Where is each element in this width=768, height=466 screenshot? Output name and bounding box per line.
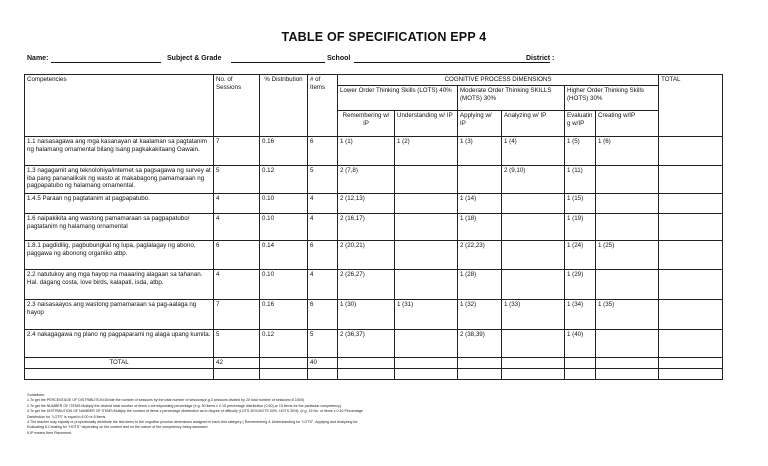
items-cell: 6 xyxy=(308,240,338,269)
evaluating-cell: 1 (19) xyxy=(565,213,596,240)
remembering-cell: 2 (36,37) xyxy=(338,329,395,357)
applying-cell: 2 (38,39) xyxy=(458,329,502,357)
understanding-cell xyxy=(395,165,458,193)
creating-cell xyxy=(596,213,659,240)
applying-cell: 1 (14) xyxy=(458,193,502,213)
note-line: 4.The teacher may equally or proportionally distribute the test items to the cognitive process dimensions assigned in each test category ( Remembering & Understanding for "LOTS" ,Applying and Analyzing for xyxy=(27,419,358,424)
blank-row xyxy=(25,368,723,379)
total-cell xyxy=(659,193,723,213)
sessions-cell: 7 xyxy=(214,136,260,165)
creating-cell xyxy=(596,165,659,193)
name-field[interactable] xyxy=(51,55,161,63)
header-remembering: Remembering w/ IP xyxy=(338,110,395,136)
table-row xyxy=(25,329,723,357)
applying-cell xyxy=(458,165,502,193)
header-creating: Creating w/IP xyxy=(596,110,659,136)
items-cell: 6 xyxy=(308,299,338,329)
blank-cell xyxy=(214,368,260,379)
blank-cell xyxy=(596,368,659,379)
evaluating-cell: 1 (24) xyxy=(565,240,596,269)
distribution-cell: 0.14 xyxy=(260,240,308,269)
note-line: 2.To get the NUMBER OF ITEMS:Multiply the desired total number of items x corresponding percentage (e.g. 50 items x 0.15 percentage distribution (0.50) or 15 items for the particular competency) xyxy=(27,403,341,408)
document-title: TABLE OF SPECIFICATION EPP 4 xyxy=(281,30,487,44)
school-field[interactable] xyxy=(354,55,550,63)
total-cell xyxy=(659,329,723,357)
understanding-cell xyxy=(395,213,458,240)
note-line: 1.To get the PERCENTAGE OF DISTRIBUTION:Divide the number of sessions by the total number of sessions(e.g.3 sessions divided by 20 total number of sessions=0.1500) xyxy=(27,398,305,403)
header-total: TOTAL xyxy=(659,75,723,137)
subject-grade-label: Subject & Grade xyxy=(167,55,222,62)
total-cell xyxy=(659,240,723,269)
table-row xyxy=(25,165,723,193)
understanding-cell: 1 (2) xyxy=(395,136,458,165)
blank-cell xyxy=(565,368,596,379)
district-label: District : xyxy=(526,55,555,62)
distribution-cell: 0.10 xyxy=(260,269,308,299)
table-row xyxy=(25,269,723,299)
applying-cell: 2 (22,23) xyxy=(458,240,502,269)
applying-cell: 1 (28) xyxy=(458,269,502,299)
competency-cell: 1.8.1 pagdidilig, pagbubungkal ng lupa, paglalagay ng abono, paggawa ng abonong organiko atbp. xyxy=(25,240,214,269)
understanding-cell xyxy=(395,269,458,299)
remembering-cell: 2 (26,27) xyxy=(338,269,395,299)
subject-grade-field[interactable] xyxy=(231,55,325,63)
header-analyzing: Analyzing w/ IP xyxy=(502,110,565,136)
table-row xyxy=(25,299,723,329)
table-row xyxy=(25,213,723,240)
totals-sessions: 42 xyxy=(214,357,260,368)
sessions-cell: 4 xyxy=(214,213,260,240)
distribution-cell: 0.16 xyxy=(260,299,308,329)
evaluating-cell: 1 (15) xyxy=(565,193,596,213)
items-cell: 4 xyxy=(308,269,338,299)
blank-cell xyxy=(458,368,502,379)
blank-cell xyxy=(502,368,565,379)
analyzing-cell: 1 (33) xyxy=(502,299,565,329)
analyzing-cell: 1 (4) xyxy=(502,136,565,165)
analyzing-cell xyxy=(502,213,565,240)
applying-cell: 1 (18) xyxy=(458,213,502,240)
header-competencies: Competencies xyxy=(25,75,214,137)
creating-cell: 1 (25) xyxy=(596,240,659,269)
remembering-cell: 1 (1) xyxy=(338,136,395,165)
totals-items: 40 xyxy=(308,357,338,368)
evaluating-cell: 1 (11) xyxy=(565,165,596,193)
specification-table xyxy=(24,74,723,380)
table-row xyxy=(25,136,723,165)
totals-understanding xyxy=(395,357,458,368)
distribution-cell: 0.16 xyxy=(260,136,308,165)
total-cell xyxy=(659,136,723,165)
header-understanding: Understanding w/ IP xyxy=(395,110,458,136)
header-mots: Moderate Order Thinking SKILLS (MOTS) 30% xyxy=(458,85,565,110)
header-sessions: No. of Sessions xyxy=(214,75,260,137)
evaluating-cell: 1 (29) xyxy=(565,269,596,299)
analyzing-cell: 2 (9,10) xyxy=(502,165,565,193)
distribution-cell: 0.10 xyxy=(260,193,308,213)
competency-cell: 1.6 naipakikita ang wastong pamamaraan sa pagpapatubo/ pagtatanim ng halamang ornamental xyxy=(25,213,214,240)
totals-label: TOTAL xyxy=(25,357,214,368)
distribution-cell: 0.12 xyxy=(260,165,308,193)
blank-cell xyxy=(25,368,214,379)
header-cognitive-dimensions: COGNITIVE PROCESS DIMENSIONS xyxy=(338,75,659,86)
sessions-cell: 5 xyxy=(214,165,260,193)
note-line: Guidelines: xyxy=(27,393,45,397)
competency-cell: 1.3 nagagamit ang teknolohiya/internet sa pagsagawa ng survey at iba pang pananaliksik ng wasto at makabagong pamamaraan ng pagpapatubo ng halamang ornamental. xyxy=(25,165,214,193)
totals-total xyxy=(659,357,723,368)
totals-distribution xyxy=(260,357,308,368)
creating-cell: 1 (35) xyxy=(596,299,659,329)
items-cell: 6 xyxy=(308,136,338,165)
sessions-cell: 4 xyxy=(214,193,260,213)
totals-evaluating xyxy=(565,357,596,368)
creating-cell xyxy=(596,193,659,213)
competency-cell: 2.4 nakagagawa ng plano ng pagpaparami ng alaga upang kumita. xyxy=(25,329,214,357)
table-row xyxy=(25,193,723,213)
applying-cell: 1 (3) xyxy=(458,136,502,165)
header-items: # of Items xyxy=(308,75,338,137)
total-cell xyxy=(659,165,723,193)
remembering-cell: 2 (7,8) xyxy=(338,165,395,193)
creating-cell xyxy=(596,329,659,357)
header-evaluating: Evaluating w/IP xyxy=(565,110,596,136)
totals-applying xyxy=(458,357,502,368)
competency-cell: 1.1 naisasagawa ang mga kasanayan at kaalaman sa pagtatanim ng halamang ornamental bilang isang pagkakakitaang Gawain. xyxy=(25,136,214,165)
analyzing-cell xyxy=(502,193,565,213)
table-row xyxy=(25,240,723,269)
name-label: Name: xyxy=(27,55,49,62)
remembering-cell: 1 (30) xyxy=(338,299,395,329)
remembering-cell: 2 (20,21) xyxy=(338,240,395,269)
totals-remembering xyxy=(338,357,395,368)
blank-cell xyxy=(260,368,308,379)
understanding-cell: 1 (31) xyxy=(395,299,458,329)
sessions-cell: 6 xyxy=(214,240,260,269)
competency-cell: 2.3 naisasaayos ang wastong pamamaraan sa pag-aalaga ng hayop xyxy=(25,299,214,329)
header-applying: Applying w/ IP xyxy=(458,110,502,136)
analyzing-cell xyxy=(502,240,565,269)
competency-cell: 2.2 natutukoy ang mga hayop na maaaring alagaan sa tahanan. Hal. dagang costa, love birds, kalapati, isda, atbp. xyxy=(25,269,214,299)
blank-cell xyxy=(338,368,395,379)
info-line xyxy=(27,55,747,67)
sessions-cell: 7 xyxy=(214,299,260,329)
guidelines-notes xyxy=(27,393,687,436)
totals-analyzing xyxy=(502,357,565,368)
sessions-cell: 4 xyxy=(214,269,260,299)
items-cell: 4 xyxy=(308,213,338,240)
distribution-cell: 0.12 xyxy=(260,329,308,357)
header-distribution: % Distribution xyxy=(260,75,308,137)
analyzing-cell xyxy=(502,269,565,299)
header-hots: Higher Order Thinking Skills (HOTS) 30% xyxy=(565,85,659,110)
sessions-cell: 5 xyxy=(214,329,260,357)
header-lots: Lower Order Thinking Skills (LOTS) 40% xyxy=(338,85,458,110)
items-cell: 5 xyxy=(308,165,338,193)
remembering-cell: 2 (16,17) xyxy=(338,213,395,240)
items-cell: 5 xyxy=(308,329,338,357)
blank-cell xyxy=(308,368,338,379)
applying-cell: 1 (32) xyxy=(458,299,502,329)
blank-cell xyxy=(395,368,458,379)
creating-cell xyxy=(596,269,659,299)
understanding-cell xyxy=(395,193,458,213)
totals-creating xyxy=(596,357,659,368)
evaluating-cell: 1 (5) xyxy=(565,136,596,165)
analyzing-cell xyxy=(502,329,565,357)
total-cell xyxy=(659,213,723,240)
note-line: Distribution for "LOTS" is equal to 6.00 or 6 items xyxy=(27,414,106,419)
remembering-cell: 2 (12,13) xyxy=(338,193,395,213)
evaluating-cell: 1 (40) xyxy=(565,329,596,357)
evaluating-cell: 1 (34) xyxy=(565,299,596,329)
note-line: 5.IP means Item Placement. xyxy=(27,430,73,435)
total-cell xyxy=(659,299,723,329)
school-label: School xyxy=(327,55,351,62)
blank-cell xyxy=(659,368,723,379)
items-cell: 4 xyxy=(308,193,338,213)
note-line: Evaluating & Creating for "HOTS" depending on the content and on the nature of the competency being assessed xyxy=(27,425,208,430)
totals-row xyxy=(25,357,723,368)
understanding-cell xyxy=(395,329,458,357)
total-cell xyxy=(659,269,723,299)
note-line: 3.To get the DISTRIBUTION OF NUMBER OF ITEMS:Multiply the number of items x percentage distribution as to degree of difficulty (LOTS 40%,MOTS 30%, HOTS 30%), (e.g. 15 No. of items x 0.40 Percentage xyxy=(27,409,363,414)
distribution-cell: 0.10 xyxy=(260,213,308,240)
competency-cell: 1.4.5 Paraan ng pagtatanim at pagpapatubo. xyxy=(25,193,214,213)
understanding-cell xyxy=(395,240,458,269)
creating-cell: 1 (6) xyxy=(596,136,659,165)
